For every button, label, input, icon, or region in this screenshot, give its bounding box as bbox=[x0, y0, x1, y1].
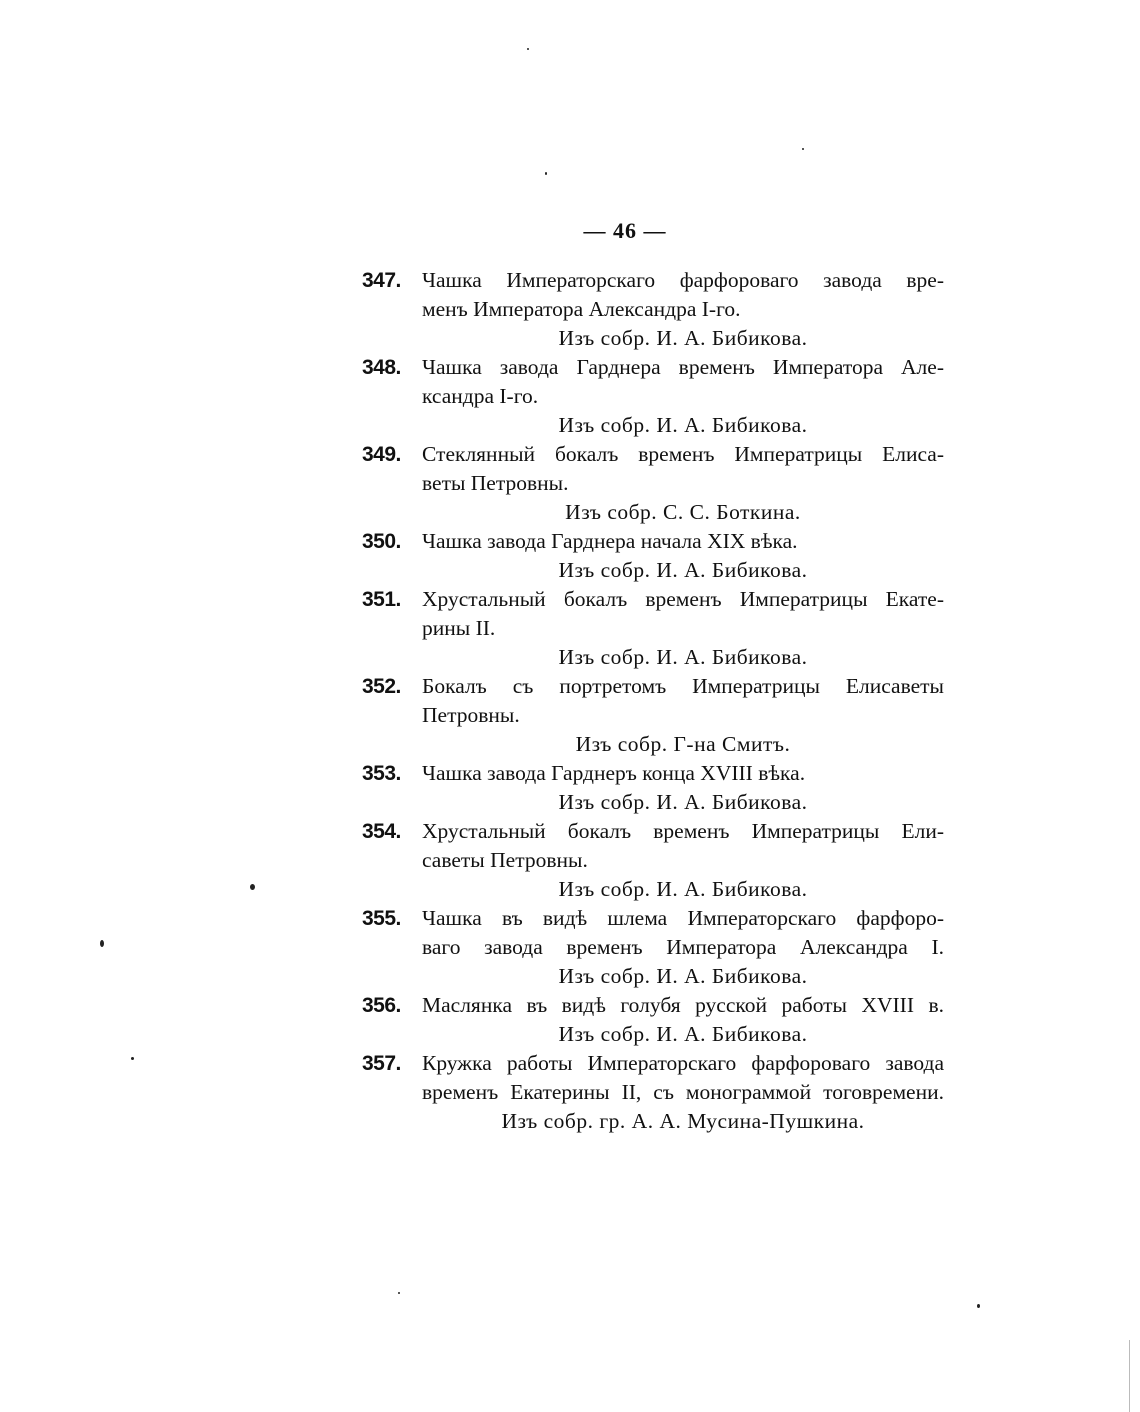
entry-number: 353. bbox=[362, 762, 401, 785]
scan-speck bbox=[545, 172, 547, 175]
scan-speck bbox=[100, 940, 104, 947]
entry-source: Изъ собр. И. А. Бибикова. bbox=[558, 326, 808, 350]
entry-description-line: рины II. bbox=[422, 616, 496, 640]
entry-number: 352. bbox=[362, 675, 401, 698]
entry-description-line: Чашка завода Гарднера временъ Императора Але- bbox=[422, 355, 944, 379]
entry-source: Изъ собр. И. А. Бибикова. bbox=[558, 1022, 808, 1046]
entry-description-line: саветы Петровны. bbox=[422, 848, 588, 872]
entry-number: 350. bbox=[362, 530, 401, 553]
entry-source: Изъ собр. И. А. Бибикова. bbox=[558, 413, 808, 437]
catalog-entry bbox=[362, 904, 944, 991]
entry-description-line: Хрустальный бокалъ временъ Императрицы Ели- bbox=[422, 819, 944, 843]
entry-number: 348. bbox=[362, 356, 401, 379]
entry-source: Изъ собр. И. А. Бибикова. bbox=[558, 645, 808, 669]
entry-number: 357. bbox=[362, 1052, 401, 1075]
entry-description-line: Чашка завода Гарднера начала XIX вѣка. bbox=[422, 529, 798, 553]
entry-description-line: Хрустальный бокалъ временъ Императрицы Екате- bbox=[422, 587, 944, 611]
scan-speck bbox=[131, 1057, 134, 1060]
entry-description-line: Стеклянный бокалъ временъ Императрицы Елиса- bbox=[422, 442, 944, 466]
entry-number: 347. bbox=[362, 269, 401, 292]
entry-source: Изъ собр. гр. А. А. Мусина-Пушкина. bbox=[501, 1109, 865, 1133]
catalog-entry bbox=[362, 1049, 944, 1136]
entry-source: Изъ собр. И. А. Бибикова. bbox=[558, 964, 808, 988]
entry-number: 349. bbox=[362, 443, 401, 466]
catalog-entry bbox=[362, 817, 944, 904]
scan-speck bbox=[802, 148, 804, 150]
catalog-entry bbox=[362, 991, 944, 1049]
scan-speck bbox=[527, 48, 529, 50]
catalog-entry bbox=[362, 585, 944, 672]
entry-description-line: Бокалъ съ портретомъ Императрицы Елисаветы bbox=[422, 674, 944, 698]
catalog-entry bbox=[362, 527, 944, 585]
entry-source: Изъ собр. И. А. Бибикова. bbox=[558, 877, 808, 901]
entry-description-line: Кружка работы Императорскаго фарфороваго завода bbox=[422, 1051, 944, 1075]
entry-source: Изъ собр. И. А. Бибикова. bbox=[558, 558, 808, 582]
catalog-entry bbox=[362, 353, 944, 440]
entry-source: Изъ собр. Г-на Смитъ. bbox=[575, 732, 791, 756]
entry-number: 354. bbox=[362, 820, 401, 843]
entry-description-line: Чашка Императорскаго фарфороваго завода вре- bbox=[422, 268, 944, 292]
catalog-entry bbox=[362, 266, 944, 353]
catalog-list bbox=[362, 266, 944, 1136]
catalog-entry bbox=[362, 672, 944, 759]
scan-speck bbox=[398, 1292, 400, 1294]
catalog-entry bbox=[362, 440, 944, 527]
scan-edge-line bbox=[1129, 1340, 1130, 1412]
entry-description-line: ваго завода временъ Императора Александра I. bbox=[422, 935, 944, 959]
entry-number: 356. bbox=[362, 994, 401, 1017]
entry-number: 355. bbox=[362, 907, 401, 930]
catalog-entry bbox=[362, 759, 944, 817]
entry-description-line: временъ Екатерины II, съ монограммой тоговремени. bbox=[422, 1080, 944, 1104]
scan-speck bbox=[250, 884, 255, 890]
entry-description-line: Петровны. bbox=[422, 703, 520, 727]
entry-source: Изъ собр. И. А. Бибикова. bbox=[558, 790, 808, 814]
page-number: — 46 — bbox=[583, 218, 667, 243]
entry-description-line: веты Петровны. bbox=[422, 471, 569, 495]
entry-description-line: менъ Императора Александра I-го. bbox=[422, 297, 741, 321]
entry-description-line: Маслянка въ видѣ голубя русской работы XVIII в. bbox=[422, 993, 944, 1017]
entry-number: 351. bbox=[362, 588, 401, 611]
entry-source: Изъ собр. С. С. Боткина. bbox=[565, 500, 801, 524]
scan-speck bbox=[977, 1304, 980, 1308]
entry-description-line: ксандра I-го. bbox=[422, 384, 539, 408]
entry-description-line: Чашка завода Гарднеръ конца XVIII вѣка. bbox=[422, 761, 806, 785]
entry-description-line: Чашка въ видѣ шлема Императорскаго фарфоро- bbox=[422, 906, 944, 930]
